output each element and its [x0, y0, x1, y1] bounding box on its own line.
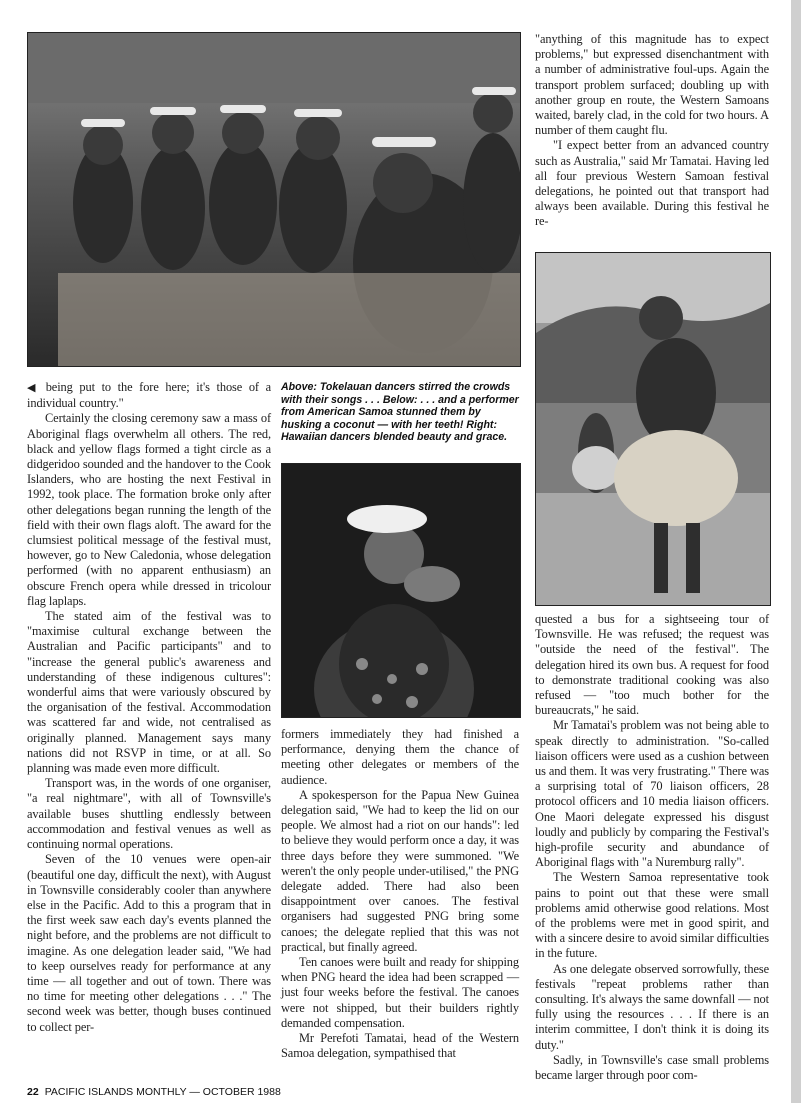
photo-caption: Above: Tokelauan dancers stirred the crowds with their songs . . . Below: . . . and a performer from American Samoa stunned them by husking a coconut — with her teeth! Right: Hawaiian dancers blended beauty and grace.: [281, 381, 519, 444]
paragraph: ◀ being put to the fore here; it's those of a individual country.": [27, 380, 272, 411]
page-number: 22: [27, 1086, 39, 1098]
performer-image: [282, 464, 520, 717]
paragraph: Transport was, in the words of one organiser, "a real nightmare", with all of Townsville's available buses shuttling endlessly between accommodation and festival venues as well as continuing normal operations.: [27, 776, 271, 852]
article-column-2: [281, 727, 519, 1061]
continued-from-arrow: ◀: [27, 382, 40, 394]
paragraph: "I expect better from an advanced country such as Australia," said Mr Tamatai. Having led all four previous Western Samoan festival delegations, he pointed out that transport had always been available. During this festival he re-: [535, 138, 769, 229]
paragraph: formers immediately they had finished a performance, denying them the chance of meeting other delegates or members of the audience.: [281, 727, 519, 787]
photo-american-samoa-performer: [281, 463, 521, 718]
paragraph: quested a bus for a sightseeing tour of Townsville. He was refused; the request was "outside the need of the festival". The delegation hired its own bus. A request for food to demonstrate traditional cooking was also refused — "too much bother for the bureaucrats," he said.: [535, 612, 769, 718]
publication-line: PACIFIC ISLANDS MONTHLY — OCTOBER 1988: [44, 1086, 281, 1098]
hawaiian-dancers-image: [536, 253, 770, 605]
paragraph: Mr Tamatai's problem was not being able to speak directly to administration. "So-called liaison officers were used as a cushion between us and them. It was very frustrating." There was a surprising total of 70 liaison officers, 28 protocol officers and 10 media liaison officers. One Maori delegate expressed his disgust loudly and publicly by comparing the Festival's high-profile security and abundance of Aboriginal flags with "a Nuremburg rally".: [535, 718, 769, 870]
article-column-1: [27, 380, 271, 1035]
paragraph: "anything of this magnitude has to expect problems," but expressed disenchantment with a number of administrative foul-ups. Again the transport problem surfaced; doubling up with another group en route, the Western Samoans waited, barely clad, in the cold for two hours. A number of them caught flu.: [535, 32, 769, 138]
article-column-3-top: [535, 32, 769, 230]
paragraph: Certainly the closing ceremony saw a mass of Aboriginal flags overwhelm all others. The red, black and yellow flags formed a tight circle as a didgeridoo sounded and the handover to the Cook Islanders, who are hosting the next Festival in 1992, took place. The formation broke only after other delegations began running the length of the field with their own flags aloft. The award for the clumsiest political message of the festival must, however, go to New Caledonia, whose delegation performed (with no apparent enthusiasm) an obscure French opera while dressed in tricolour flag laplaps.: [27, 411, 271, 608]
tokelauan-dancers-image: [28, 33, 520, 366]
paragraph: A spokesperson for the Papua New Guinea delegation said, "We had to keep the lid on our people. We almost had a riot on our hands": led to believe they would perform once a day, it was three days before they were summoned. "We weren't the only people under-utilised," the PNG delegate added. There had also been disappointment over canoes. The festival organisers had suggested PNG bring some canoes; the delegate replied that this was not practical, but finally agreed.: [281, 787, 519, 954]
page-edge: [791, 0, 801, 1103]
paragraph: The stated aim of the festival was to "maximise cultural exchange between the Australian and Pacific participants" and to "increase the general public's awareness and understanding of these indigenous cultures": wonderful aims that were variously obscured by the organisation of the festival. Accommodation was scattered far and wide, not centralised as originally planned. Management says many nations did not RSVP in time, or at all. So planning was made even more difficult.: [27, 609, 271, 776]
paragraph: Ten canoes were built and ready for shipping when PNG heard the idea had been scrapped — just four weeks before the festival. The canoes were not shipped, but their builders rightly demanded compensation.: [281, 955, 519, 1030]
article-column-3-bottom: [535, 612, 769, 1083]
paragraph: As one delegate observed sorrowfully, these festivals "repeat problems rather than consulting. It's always the same downfall — not fully using the resources . . . If there is an interim committee, I don't think it is doing its duty.": [535, 961, 769, 1052]
paragraph: Sadly, in Townsville's case small problems became larger through poor com-: [535, 1052, 769, 1083]
paragraph: The Western Samoa representative took pains to point out that these were small problems amid otherwise good relations. Most of the problems were met in good spirit, and with a sincere desire to avoid similar difficulties in the future.: [535, 870, 769, 961]
paragraph: Seven of the 10 venues were open-air (beautiful one day, difficult the next), with August in Townsville considerably cooler than anywhere else in the Pacific. Add to this a program that in the first week saw each day's events planned the night before, and the problems are not difficult to imagine. As one delegation leader said, "We had to keep ourselves ready for performance at any time — all together and out of town. There was no time for meeting other delegations . . ." The second week was better, though buses continued to collect per-: [27, 852, 271, 1034]
photo-tokelauan-dancers: [27, 32, 521, 367]
photo-hawaiian-dancers: [535, 252, 771, 606]
page-footer: [27, 1086, 281, 1098]
paragraph: Mr Perefoti Tamatai, head of the Western Samoa delegation, sympathised that: [281, 1031, 519, 1061]
